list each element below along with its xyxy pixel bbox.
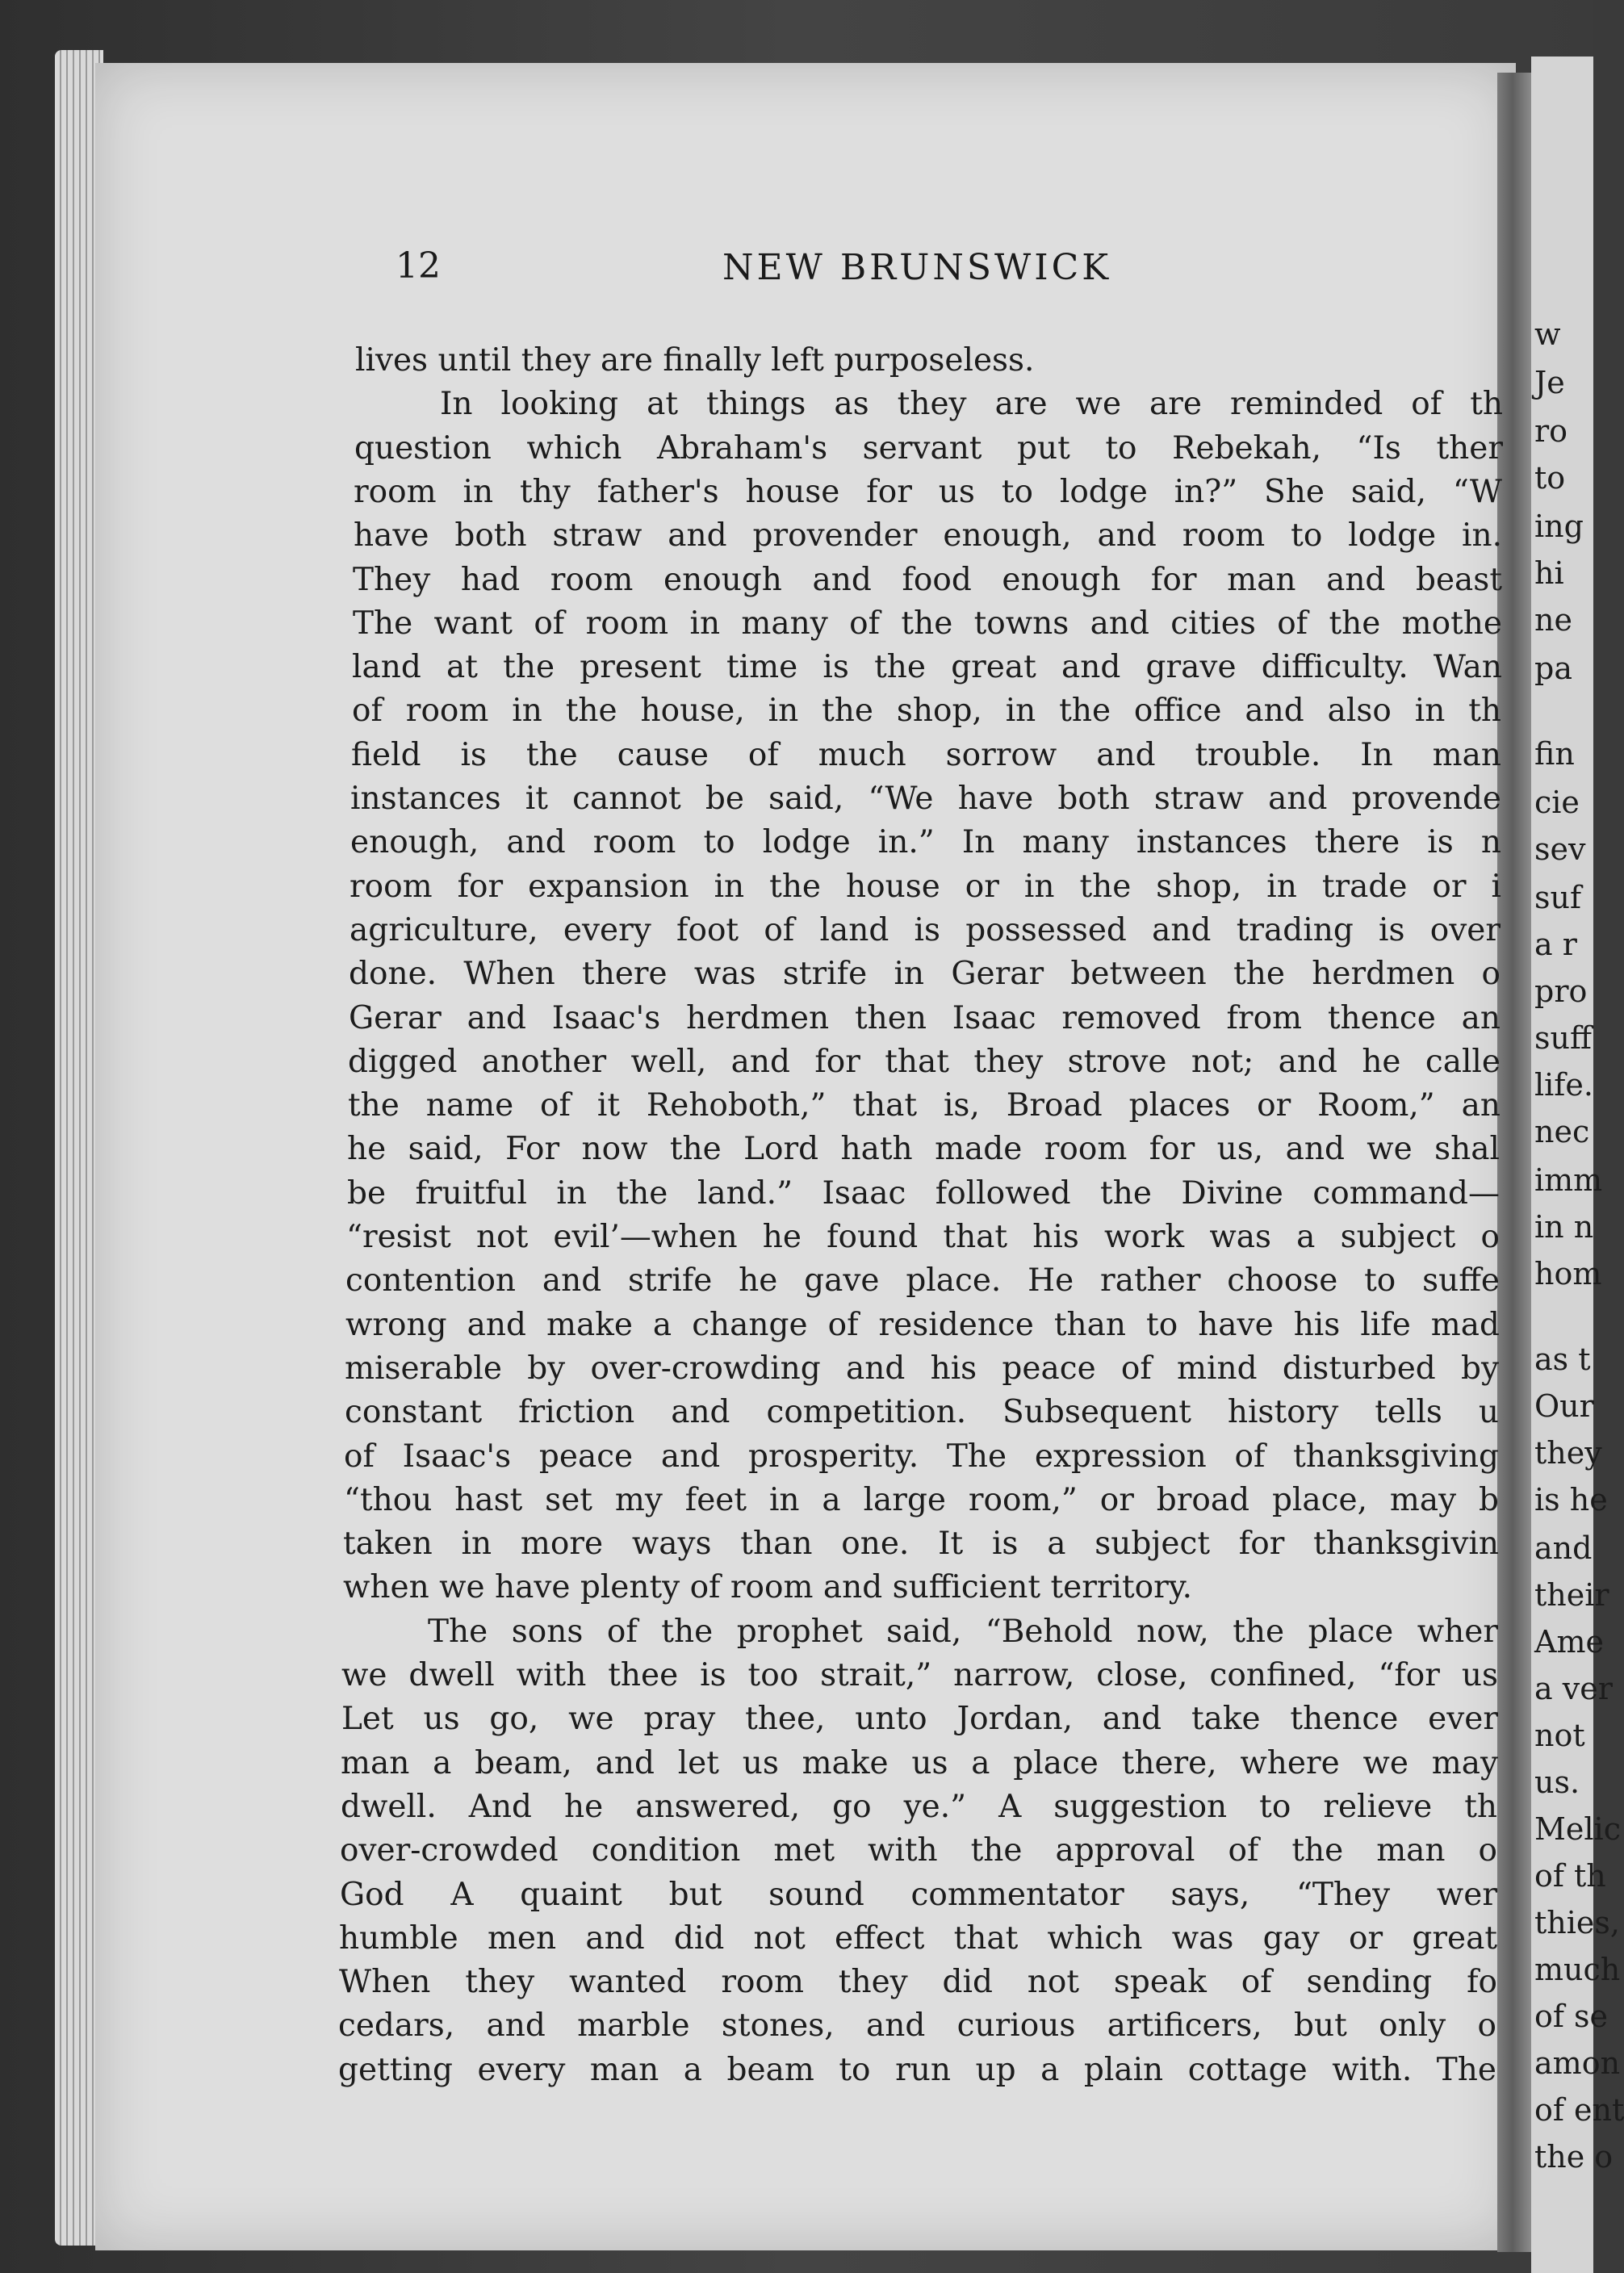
text-line: dwell. And he answered, go ye.” A suggestion to relieve th: [341, 1789, 1497, 1825]
text-line: field is the cause of much sorrow and trouble. In man: [351, 737, 1501, 773]
text-line: In looking at things as they are we are reminded of th: [440, 386, 1503, 422]
text-line: “resist not evil’—when he found that his work was a subject o: [346, 1219, 1500, 1255]
text-line: miserable by over-crowding and his peace of mind disturbed by: [345, 1350, 1499, 1387]
facing-page-fragment: a ver: [1534, 1671, 1613, 1706]
facing-page-fragment: much: [1534, 1952, 1621, 1987]
text-line: constant friction and competition. Subsequent history tells u: [345, 1394, 1499, 1430]
facing-page-fragment: ro: [1534, 413, 1568, 449]
facing-page-fragment: of ent: [1534, 2092, 1624, 2128]
text-line: land at the present time is the great and grave difficulty. Wan: [352, 649, 1502, 685]
facing-page-fragment: suf: [1534, 880, 1582, 915]
text-line: room in thy father's house for us to lodge in?” She said, “W: [354, 474, 1502, 510]
text-line: we dwell with thee is too strait,” narrow, close, confined, “for us: [341, 1657, 1498, 1693]
text-line: of room in the house, in the shop, in the office and also in th: [352, 693, 1501, 729]
facing-page-fragment: to: [1534, 460, 1566, 496]
facing-page-fragment: their: [1534, 1577, 1609, 1613]
facing-page-fragment: hi: [1534, 555, 1564, 591]
facing-page-fragment: nec: [1534, 1114, 1590, 1149]
facing-page-strip: [1531, 57, 1624, 2273]
text-line: wrong and make a change of residence than to have his life mad: [345, 1307, 1500, 1343]
facing-page-fragment: w: [1534, 316, 1561, 352]
page-title: NEW BRUNSWICK: [722, 247, 1112, 288]
facing-page-fragment: Je: [1534, 365, 1565, 400]
text-line: taken in more ways than one. It is a subject for thanksgivin: [343, 1526, 1499, 1562]
text-line: The sons of the prophet said, “Behold now, the place wher: [428, 1614, 1498, 1650]
text-line: room for expansion in the house or in the shop, in trade or i: [349, 869, 1501, 905]
text-line: man a beam, and let us make us a place there, where we may: [341, 1745, 1498, 1781]
text-line: Let us go, we pray thee, unto Jordan, and take thence ever: [341, 1701, 1498, 1737]
facing-page-fragment: cie: [1534, 785, 1580, 820]
text-line: agriculture, every foot of land is possessed and trading is over: [349, 912, 1501, 948]
text-line: done. When there was strife in Gerar between the herdmen o: [349, 956, 1501, 992]
facing-page-fragment: sev: [1534, 831, 1586, 867]
facing-page-fragment: Ame: [1534, 1624, 1604, 1660]
facing-page-fragment: not: [1534, 1718, 1585, 1753]
text-line: digged another well, and for that they strove not; and he calle: [348, 1044, 1501, 1080]
facing-page-fragment: life.: [1534, 1067, 1593, 1103]
facing-page-fragment: amon: [1534, 2045, 1621, 2081]
facing-page-fragment: hom: [1534, 1256, 1602, 1291]
text-line: “thou hast set my feet in a large room,” or broad place, may b: [344, 1482, 1499, 1518]
facing-page-fragment: ing: [1534, 509, 1584, 544]
facing-page-fragment: Our: [1534, 1388, 1594, 1424]
facing-page-fragment: pa: [1534, 651, 1572, 686]
text-line: contention and strife he gave place. He rather choose to suffe: [345, 1262, 1500, 1299]
text-line: be fruitful in the land.” Isaac followed the Divine command—: [347, 1175, 1500, 1212]
page-number: 12: [396, 245, 441, 287]
facing-page-fragment: of se: [1534, 1999, 1609, 2034]
facing-page-fragment: they: [1534, 1435, 1602, 1471]
facing-page-fragment: fin: [1534, 736, 1575, 772]
facing-page-fragment: imm: [1534, 1162, 1603, 1198]
text-line: When they wanted room they did not speak of sending fo: [339, 1964, 1497, 2000]
text-line: cedars, and marble stones, and curious artificers, but only o: [338, 2007, 1496, 2044]
facing-page-fragment: is he: [1534, 1482, 1608, 1517]
text-line: enough, and room to lodge in.” In many instances there is n: [350, 824, 1501, 860]
facing-page-fragment: us.: [1534, 1764, 1580, 1800]
text-line: question which Abraham's servant put to Rebekah, “Is ther: [354, 430, 1503, 467]
facing-page-fragment: in n: [1534, 1209, 1594, 1245]
text-line: have both straw and provender enough, and room to lodge in.: [354, 517, 1502, 554]
facing-page-fragment: of th: [1534, 1858, 1606, 1894]
text-line: The want of room in many of the towns and cities of the mothe: [353, 605, 1502, 642]
running-head: [0, 245, 1593, 302]
text-line: of Isaac's peace and prosperity. The expression of thanksgiving: [344, 1438, 1499, 1475]
text-line: Gerar and Isaac's herdmen then Isaac removed from thence an: [349, 1000, 1501, 1036]
text-line: humble men and did not effect that which was gay or great: [339, 1920, 1497, 1957]
text-line: when we have plenty of room and sufficient territory.: [343, 1569, 1193, 1605]
text-line: getting every man a beam to run up a plain cottage with. The: [338, 2052, 1496, 2088]
text-line: over-crowded condition met with the approval of the man o: [340, 1832, 1497, 1869]
body-text: [0, 339, 1517, 2196]
facing-page-fragment: suff: [1534, 1020, 1592, 1056]
facing-page-fragment: as t: [1534, 1342, 1591, 1377]
facing-page-fragment: a r: [1534, 927, 1577, 962]
facing-page-fragment: pro: [1534, 973, 1588, 1009]
text-line: he said, For now the Lord hath made room for us, and we shal: [347, 1131, 1500, 1167]
facing-page-fragment: thies,: [1534, 1905, 1620, 1940]
text-line: They had room enough and food enough for man and beast: [353, 562, 1502, 598]
facing-page-fragment: the o: [1534, 2139, 1614, 2175]
text-line: lives until they are finally left purposeless.: [355, 342, 1035, 379]
facing-page-fragment: Melic: [1534, 1811, 1621, 1847]
facing-page-fragment: and: [1534, 1530, 1593, 1566]
facing-page-fragment: ne: [1534, 602, 1572, 638]
text-line: the name of it Rehoboth,” that is, Broad places or Room,” an: [348, 1087, 1501, 1124]
text-line: instances it cannot be said, “We have both straw and provende: [350, 781, 1501, 817]
text-line: God A quaint but sound commentator says, “They wer: [340, 1877, 1497, 1913]
